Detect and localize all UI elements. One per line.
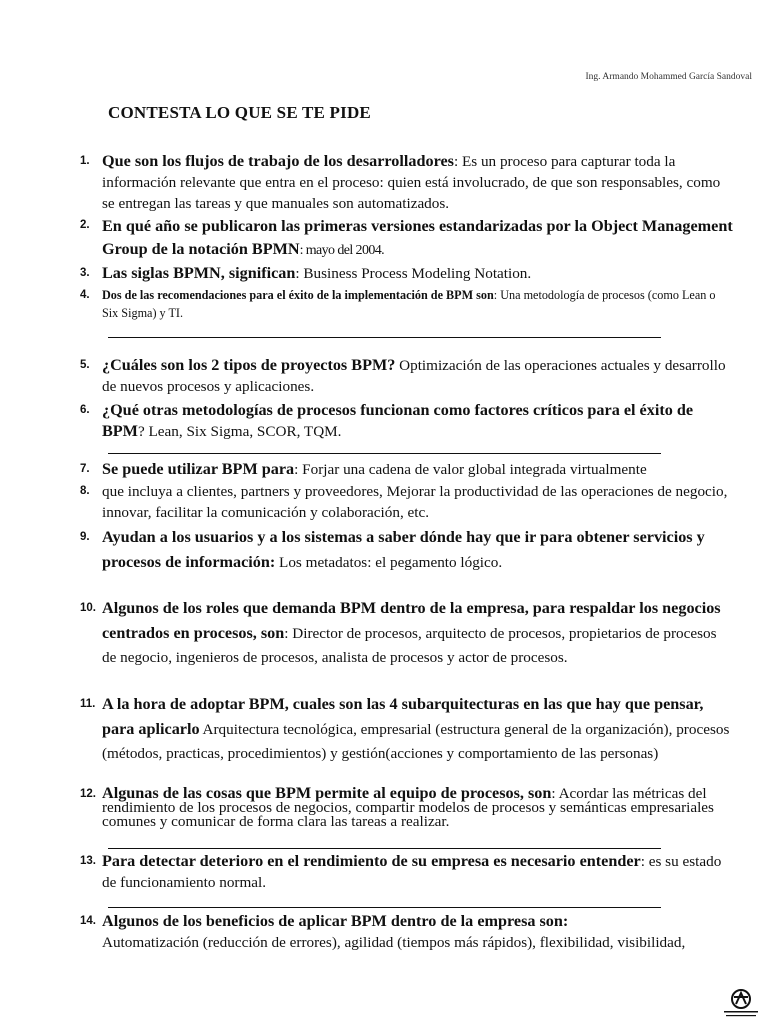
- answer-text: : mayo del 2004.: [299, 243, 385, 258]
- question-text: Algunos de los beneficios de aplicar BPM dentro de la empresa son:: [102, 912, 569, 930]
- question-item-9: [80, 525, 734, 575]
- answer-text: que incluya a clientes, partners y proveedores, Mejorar la productividad de las operaciones de negocio, innovar, facilitar la comunicación y colaboración, etc.: [102, 483, 728, 521]
- question-text: Se puede utilizar BPM para: [102, 460, 295, 478]
- item-number: 5.: [80, 359, 90, 371]
- item-number: 10.: [80, 602, 96, 614]
- answer-text: : Una metodología de procesos (como Lean o Six Sigma) y TI.: [102, 288, 716, 320]
- question-text: En qué año se publicaron las primeras versiones estandarizadas por la Object Management Group de la notación BPMN: [102, 217, 733, 258]
- item-number: 12.: [80, 788, 96, 800]
- divider-line: [108, 848, 661, 849]
- answer-text: Los metadatos: el pegamento lógico.: [275, 554, 503, 571]
- item-number: 7.: [80, 463, 90, 475]
- question-item-14: [80, 911, 734, 953]
- item-number: 6.: [80, 404, 90, 416]
- question-item-1: [80, 151, 734, 214]
- question-item-11: [80, 692, 734, 766]
- answer-text: : Director de procesos, arquitecto de procesos, propietarios de procesos de negocio, ingenieros de procesos, analista de procesos y actor de procesos.: [102, 625, 717, 666]
- question-text: Que son los flujos de trabajo de los desarrolladores: [102, 152, 454, 170]
- item-number: 14.: [80, 915, 96, 927]
- answer-text: Automatización (reducción de errores), agilidad (tiempos más rápidos), flexibilidad, visibilidad,: [102, 934, 686, 951]
- question-text: Dos de las recomendaciones para el éxito de la implementación de BPM son: [102, 288, 494, 302]
- question-text: Para detectar deterioro en el rendimiento de su empresa es necesario entender: [102, 852, 641, 870]
- answer-text: : Business Process Modeling Notation.: [295, 265, 532, 282]
- question-item-4: [80, 286, 734, 322]
- page-title: CONTESTA LO QUE SE TE PIDE: [108, 103, 371, 122]
- item-number: 9.: [80, 531, 90, 543]
- question-text: ¿Qué otras metodologías de procesos funcionan como factores críticos para el éxito de BPM: [102, 401, 694, 440]
- answer-text: : es su estado de funcionamiento normal.: [102, 853, 722, 891]
- university-logo-icon: [720, 988, 762, 1020]
- divider-line: [108, 907, 661, 908]
- question-text: Algunos de los roles que demanda BPM dentro de la empresa, para respaldar los negocios centrados en procesos, son: [102, 599, 721, 642]
- divider-line: [108, 453, 661, 454]
- question-text: Las siglas BPMN, significan: [102, 264, 296, 282]
- item-number: 11.: [80, 698, 96, 710]
- answer-text: ? Lean, Six Sigma, SCOR, TQM.: [137, 423, 342, 440]
- item-number: 1.: [80, 155, 90, 167]
- question-item-12: [80, 784, 734, 830]
- question-item-5: [80, 355, 734, 397]
- item-number: 13.: [80, 855, 96, 867]
- answer-text: : Acordar las métricas del rendimiento de los procesos de negocios, compartir modelos de procesos y semánticas empresariales comunes y comunicar de forma clara las tareas a realizar.: [102, 785, 714, 830]
- answer-text: Arquitectura tecnológica, empresarial (estructura general de la organización), procesos (métodos, practicas, procedimientos) y gestión(acciones y comportamiento de las personas): [102, 721, 730, 762]
- question-text: A la hora de adoptar BPM, cuales son las 4 subarquitecturas en las que hay que pensar, para aplicarlo: [102, 695, 704, 738]
- item-number: 4.: [80, 289, 90, 301]
- answer-text: Optimización de las operaciones actuales y desarrollo de nuevos procesos y aplicaciones.: [102, 357, 726, 395]
- question-item-3: [80, 263, 734, 284]
- author-name: Ing. Armando Mohammed García Sandoval: [585, 72, 752, 82]
- divider-line: [108, 337, 661, 338]
- question-item-2: [80, 215, 734, 262]
- question-text: ¿Cuáles son los 2 tipos de proyectos BPM?: [102, 356, 396, 374]
- answer-text: : Es un proceso para capturar toda la información relevante que entra en el proceso: quien está involucrado, de que son responsables, como se entregan las tareas y que manuales son automatizados.: [102, 153, 721, 212]
- question-text: Ayudan a los usuarios y a los sistemas a saber dónde hay que ir para obtener servicios y procesos de información:: [102, 528, 705, 571]
- item-number: 3.: [80, 267, 90, 279]
- question-item-8: [80, 481, 734, 523]
- item-number: 2.: [80, 219, 90, 231]
- question-item-7: [80, 459, 734, 480]
- question-item-13: [80, 851, 734, 893]
- question-item-6: [80, 400, 734, 442]
- question-text: Algunas de las cosas que BPM permite al equipo de procesos, son: [102, 784, 552, 802]
- answer-text: : Forjar una cadena de valor global integrada virtualmente: [294, 461, 647, 478]
- item-number: 8.: [80, 485, 90, 497]
- question-item-10: [80, 596, 734, 670]
